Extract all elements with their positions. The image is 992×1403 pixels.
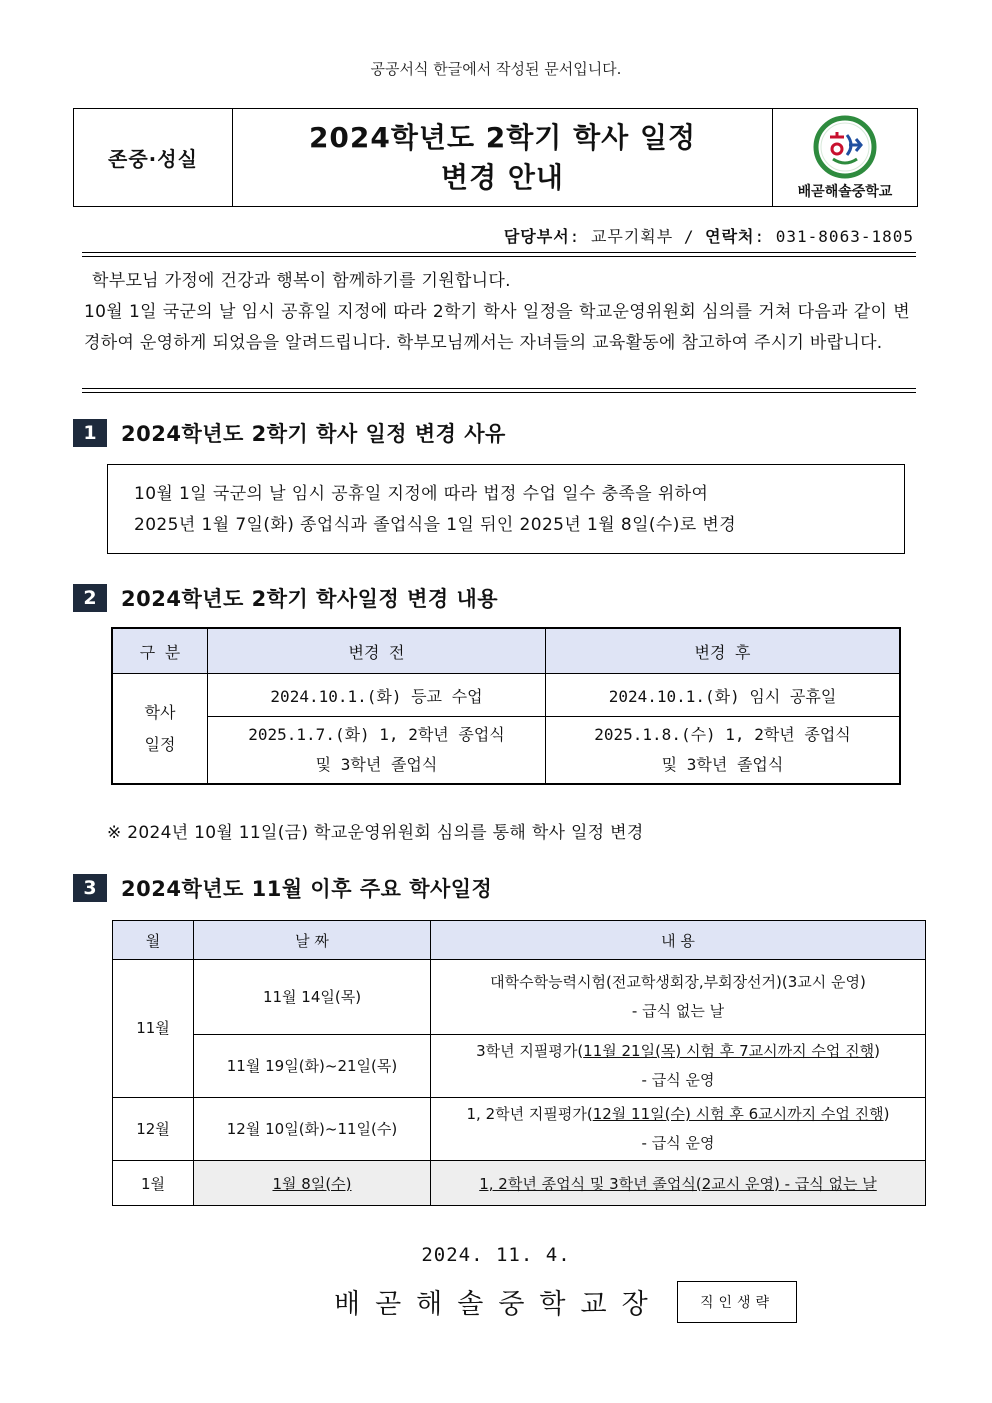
date-cell: 11월 14일(목) bbox=[194, 960, 431, 1035]
document-notice: 공공서식 한글에서 작성된 문서입니다. bbox=[370, 60, 622, 78]
seal-omitted-box: 직인생략 bbox=[677, 1281, 797, 1323]
content-text: 1, 2학년 지필평가( bbox=[466, 1105, 593, 1123]
document-title bbox=[233, 109, 773, 206]
category-line: 일정 bbox=[144, 734, 176, 754]
title-line-2: 변경 안내 bbox=[441, 160, 564, 194]
table-row bbox=[112, 674, 900, 717]
date-cell: 11월 19일(화)~21일(목) bbox=[194, 1035, 431, 1098]
before-cell: 2024.10.1.(화) 등교 수업 bbox=[208, 674, 546, 717]
date-emphasis: 1월 8일(수) bbox=[272, 1174, 352, 1193]
content-emphasis: 11월 21일(목) 시험 후 7교시까지 수업 진행 bbox=[583, 1042, 875, 1060]
intro-paragraph bbox=[84, 266, 910, 359]
month-cell: 1월 bbox=[113, 1161, 194, 1206]
content-text: 3학년 지필평가( bbox=[476, 1042, 584, 1060]
content-emphasis: 12월 11일(수) 시험 후 6교시까지 수업 진행 bbox=[592, 1105, 884, 1123]
section-2-heading bbox=[73, 583, 498, 613]
table-row bbox=[113, 1161, 926, 1206]
section-title: 2024학년도 2학기 학사일정 변경 내용 bbox=[121, 587, 499, 611]
cell-line: 2025.1.7.(화) 1, 2학년 종업식 bbox=[248, 725, 505, 744]
change-reason-box bbox=[107, 464, 905, 554]
after-cell bbox=[546, 717, 901, 785]
content-cell bbox=[431, 1161, 926, 1206]
content-line bbox=[431, 1100, 925, 1129]
table-row bbox=[113, 1098, 926, 1161]
content-cell bbox=[431, 960, 926, 1035]
school-motto: 존중·성실 bbox=[74, 109, 233, 206]
content-line: - 급식 없는 날 bbox=[631, 1002, 725, 1020]
section-3-heading bbox=[73, 873, 492, 903]
school-name-logo: 배곧해솔중학교 bbox=[797, 183, 893, 200]
cell-line: 및 3학년 졸업식 bbox=[315, 755, 438, 774]
category-cell bbox=[112, 674, 208, 785]
divider bbox=[82, 252, 916, 253]
cell-line: 및 3학년 졸업식 bbox=[661, 755, 784, 774]
title-line-1: 2024학년도 2학기 학사 일정 bbox=[308, 120, 697, 154]
content-line bbox=[431, 1037, 925, 1066]
table-note: ※ 2024년 10월 11일(금) 학교운영위원회 심의를 통해 학사 일정 변경 bbox=[107, 823, 644, 843]
date-cell: 12월 10일(화)~11일(수) bbox=[194, 1098, 431, 1161]
before-cell bbox=[208, 717, 546, 785]
table-row bbox=[112, 717, 900, 785]
document-header bbox=[73, 108, 918, 207]
issue-date: 2024. 11. 4. bbox=[421, 1244, 571, 1266]
column-header: 내 용 bbox=[431, 921, 926, 960]
table-row bbox=[113, 960, 926, 1035]
column-header: 구 분 bbox=[112, 628, 208, 674]
schedule-table bbox=[112, 920, 926, 1206]
column-header: 변경 후 bbox=[546, 628, 901, 674]
content-emphasis: 1, 2학년 종업식 및 3학년 졸업식(2교시 운영) - 급식 없는 날 bbox=[479, 1174, 877, 1193]
section-title: 2024학년도 2학기 학사 일정 변경 사유 bbox=[121, 422, 506, 446]
month-cell: 11월 bbox=[113, 960, 194, 1098]
content-line: - 급식 운영 bbox=[641, 1071, 715, 1089]
section-title: 2024학년도 11월 이후 주요 학사일정 bbox=[121, 877, 493, 901]
contact-info bbox=[504, 224, 914, 247]
table-row bbox=[113, 1035, 926, 1098]
reason-line-1: 10월 1일 국군의 날 임시 공휴일 지정에 따라 법정 수업 일수 충족을 위하여 bbox=[134, 484, 709, 504]
section-number-badge: 3 bbox=[73, 874, 107, 902]
section-number-badge: 1 bbox=[73, 419, 107, 447]
content-cell bbox=[431, 1098, 926, 1161]
content-cell bbox=[431, 1035, 926, 1098]
divider bbox=[82, 392, 916, 393]
school-logo bbox=[773, 109, 917, 206]
divider bbox=[82, 388, 916, 389]
after-cell: 2024.10.1.(화) 임시 공휴일 bbox=[546, 674, 901, 717]
dept-value: : 교무기획부 / bbox=[569, 227, 706, 246]
content-text: ) bbox=[874, 1042, 880, 1060]
section-number-badge: 2 bbox=[73, 584, 107, 612]
reason-line-2: 2025년 1월 7일(화) 종업식과 졸업식을 1일 뒤인 2025년 1월 8일(수)로 변경 bbox=[134, 515, 737, 535]
section-1-heading bbox=[73, 418, 506, 448]
intro-greeting: 학부모님 가정에 건강과 행복이 함께하기를 기원합니다. bbox=[92, 271, 511, 291]
column-header: 날 짜 bbox=[194, 921, 431, 960]
cell-line: 2025.1.8.(수) 1, 2학년 종업식 bbox=[594, 725, 851, 744]
month-cell: 12월 bbox=[113, 1098, 194, 1161]
content-text: ) bbox=[883, 1105, 890, 1123]
phone-label: 연락처 bbox=[705, 227, 755, 246]
principal-name: 배곧해솔중학교장 bbox=[334, 1289, 663, 1320]
column-header: 변경 전 bbox=[208, 628, 546, 674]
intro-body: 10월 1일 국군의 날 임시 공휴일 지정에 따라 2학기 학사 일정을 학교운영위원회 심의를 거쳐 다음과 같이 변경하여 운영하게 되었음을 알려드립니다. 학부모님께서는 자녀들의 교육활동에 참고하여 주시기 바랍니다. bbox=[84, 302, 910, 353]
column-header: 월 bbox=[113, 921, 194, 960]
category-line: 학사 bbox=[144, 702, 176, 722]
change-table bbox=[111, 627, 901, 785]
divider bbox=[82, 256, 916, 257]
dept-label: 담당부서 bbox=[503, 227, 570, 246]
date-cell bbox=[194, 1161, 431, 1206]
content-line: 대학수학능력시험(전교학생회장,부회장선거)(3교시 운영) bbox=[490, 973, 866, 991]
content-line: - 급식 운영 bbox=[641, 1134, 715, 1152]
school-emblem-icon bbox=[813, 115, 877, 179]
phone-value: : 031-8063-1805 bbox=[754, 227, 914, 246]
